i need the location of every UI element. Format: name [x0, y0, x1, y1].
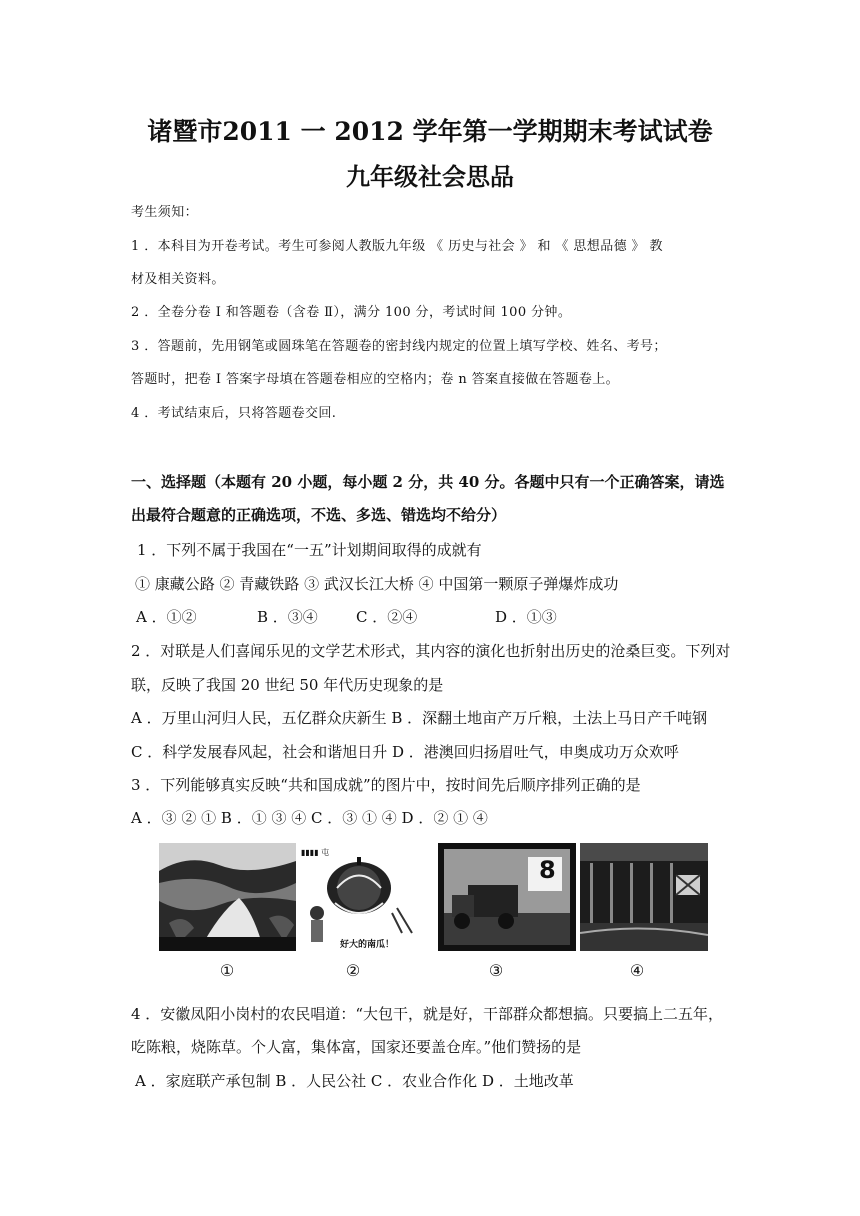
svg-text:▮▮▮▮ 屯: ▮▮▮▮ 屯	[301, 848, 330, 857]
q2-stem: 联，反映了我国 20 世纪 50 年代历史现象的是	[131, 676, 444, 694]
q1-stem: 1 ．下列不属于我国在“一五”计划期间取得的成就有	[137, 541, 482, 559]
pic-label-3: ③	[488, 961, 504, 980]
q4-stem: 4 ．安徽凤阳小岗村的农民唱道：“大包干，就是好，干部群众都想搞。只要搞上二五年，	[131, 1005, 723, 1023]
q1-option-b: B ．③④	[257, 608, 318, 626]
q1-option-d: D ．①③	[495, 608, 557, 626]
q2-stem: 2 ．对联是人们喜闻乐见的文学艺术形式，其内容的演化也折射出历史的沧桑巨变。下列对	[131, 642, 731, 660]
cartoon-pumpkin	[297, 843, 427, 951]
section-heading: 出最符合题意的正确选项，不选、多选、错选均不给分）	[131, 506, 507, 524]
photo-road	[159, 843, 296, 951]
q3-options: A ．③ ② ① B ．① ③ ④ C ．③ ① ④ D ．② ① ④	[131, 809, 488, 827]
exam-subtitle: 九年级社会思品	[346, 162, 514, 191]
notice-line: 材及相关资料。	[131, 272, 225, 287]
notice-line: 3 ．答题前，先用钢笔或圆珠笔在答题卷的密封线内规定的位置上填写学校、姓名、考号；	[131, 339, 667, 354]
notice-heading: 考生须知：	[131, 205, 199, 220]
q1-option-c: C ．②④	[356, 608, 418, 626]
exam-title: 诸暨市2011 一 2012 学年第一学期期末考试试卷	[147, 117, 713, 146]
photo-un-hall	[580, 843, 708, 951]
q3-stem: 3 ．下列能够真实反映“共和国成就”的图片中，按时间先后顺序排列正确的是	[131, 776, 641, 794]
q2-options-cd: C ．科学发展春风起，社会和谐旭日升 D ．港澳回归扬眉吐气，申奥成功万众欢呼	[131, 743, 679, 761]
q1-items: ① 康藏公路 ② 青藏铁路 ③ 武汉长江大桥 ④ 中国第一颗原子弹爆炸成功	[135, 575, 619, 593]
pic-label-4: ④	[629, 961, 645, 980]
notice-line: 4 ．考试结束后，只将答题卷交回.	[131, 406, 337, 421]
notice-line: 1 ．本科目为开卷考试。考生可参阅人教版九年级 《 历史与社会 》 和 《 思想品德 》 教	[131, 239, 663, 254]
pic-label-1: ①	[219, 961, 235, 980]
cartoon-caption: 好大的南瓜！	[340, 940, 395, 950]
q2-options-ab: A ．万里山河归人民，五亿群众庆新生 B ．深翻土地亩产万斤粮，土法上马日产千吨钢	[131, 709, 708, 727]
q4-options: A ．家庭联产承包制 B ．人民公社 C ．农业合作化 D ．土地改革	[135, 1072, 574, 1090]
pic-label-2: ②	[345, 961, 361, 980]
stamp-value: 8	[539, 856, 556, 884]
section-heading: 一、选择题（本题有 20 小题，每小题 2 分，共 40 分。各题中只有一个正确答案，请选	[131, 473, 725, 491]
notice-line: 答题时，把卷 Ⅰ 答案字母填在答题卷相应的空格内；卷 n 答案直接做在答题卷上。	[131, 372, 620, 387]
notice-line: 2 ．全卷分卷 Ⅰ 和答题卷（含卷 Ⅱ），满分 100 分，考试时间 100 分钟。	[131, 305, 572, 320]
q1-option-a: A ．①②	[136, 608, 197, 626]
q4-stem: 吃陈粮，烧陈草。个人富，集体富，国家还要盖仓库。”他们赞扬的是	[131, 1038, 582, 1056]
